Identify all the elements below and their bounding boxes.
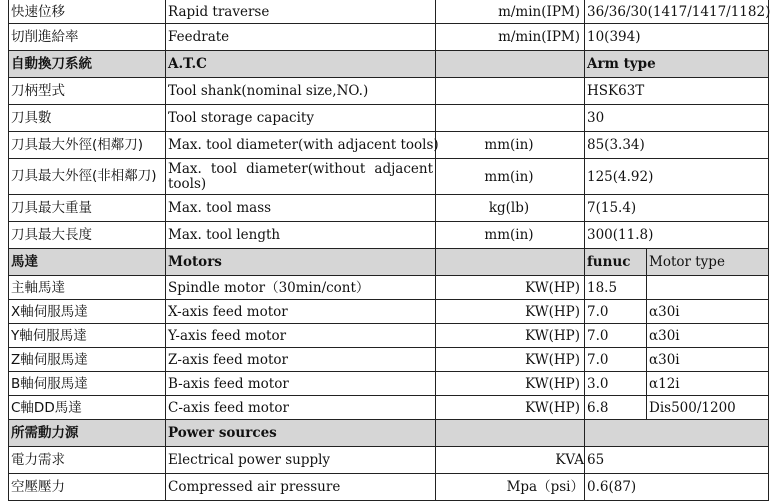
spec-unit: KW(HP) (436, 396, 585, 420)
spec-label-zh: 刀具最大長度 (9, 222, 166, 249)
spec-unit: KW(HP) (436, 348, 585, 372)
spec-value: 3.0 (585, 372, 647, 396)
spec-row-tool-diameter-non-adjacent (9, 159, 769, 195)
spec-table (8, 0, 769, 501)
spec-value: 7.0 (585, 348, 647, 372)
spec-label-en: Max. tool diameter(with adjacent tools) (166, 132, 436, 159)
section-heading-zh: 所需動力源 (9, 420, 166, 447)
spec-label-zh: X軸伺服馬達 (9, 300, 166, 324)
spec-unit: KVA (436, 447, 585, 474)
spec-unit: mm(in) (436, 159, 585, 195)
spec-label-zh: 刀具數 (9, 105, 166, 132)
spec-unit: kg(lb) (436, 195, 585, 222)
spec-row-tool-shank (9, 78, 769, 105)
spec-value: 7.0 (585, 324, 647, 348)
spec-unit (436, 78, 585, 105)
spec-row-tool-diameter-adjacent (9, 132, 769, 159)
spec-label-en: Feedrate (166, 24, 436, 51)
spec-label-en: Electrical power supply (166, 447, 436, 474)
section-heading-en: Motors (166, 249, 436, 276)
section-value: Arm type (585, 51, 769, 78)
spec-unit: m/min(IPM) (436, 24, 585, 51)
spec-label-en: Tool shank(nominal size,NO.) (166, 78, 436, 105)
spec-label-en: Max. tool mass (166, 195, 436, 222)
motor-type (647, 276, 769, 300)
spec-value: 125(4.92) (585, 159, 769, 195)
spec-value: 300(11.8) (585, 222, 769, 249)
spec-unit: KW(HP) (436, 276, 585, 300)
spec-label-zh: 空壓壓力 (9, 474, 166, 501)
motor-type: α30i (647, 300, 769, 324)
motor-type-header: Motor type (647, 249, 769, 276)
spec-row-compressed-air (9, 474, 769, 501)
spec-value: 18.5 (585, 276, 647, 300)
spec-unit: Mpa（psi） (436, 474, 585, 501)
spec-label-en: Max. tool diameter(without adjacent tools) (166, 159, 436, 195)
spec-label-zh: B軸伺服馬達 (9, 372, 166, 396)
spec-label-zh: 刀具最大重量 (9, 195, 166, 222)
spec-label-zh: C軸DD馬達 (9, 396, 166, 420)
spec-label-en: Max. tool length (166, 222, 436, 249)
section-row-power-sources (9, 420, 769, 447)
spec-label-en: Tool storage capacity (166, 105, 436, 132)
spec-value: 65 (585, 447, 769, 474)
spec-row-electrical-power (9, 447, 769, 474)
spec-value: 7(15.4) (585, 195, 769, 222)
spec-unit: KW(HP) (436, 300, 585, 324)
spec-row-z-axis-motor (9, 348, 769, 372)
motor-type: α30i (647, 324, 769, 348)
spec-label-en: C-axis feed motor (166, 396, 436, 420)
section-heading-zh: 馬達 (9, 249, 166, 276)
spec-value: 0.6(87) (585, 474, 769, 501)
section-value (585, 420, 769, 447)
spec-label-en: Y-axis feed motor (166, 324, 436, 348)
spec-label-en: Rapid traverse (166, 0, 436, 24)
spec-value: HSK63T (585, 78, 769, 105)
spec-value: 10(394) (585, 24, 769, 51)
spec-value: 36/36/30(1417/1417/1182) (585, 0, 769, 24)
spec-row-x-axis-motor (9, 300, 769, 324)
spec-label-zh: 切削進給率 (9, 24, 166, 51)
spec-unit: mm(in) (436, 222, 585, 249)
spec-row-y-axis-motor (9, 324, 769, 348)
motor-type: α12i (647, 372, 769, 396)
spec-row-tool-mass (9, 195, 769, 222)
motor-type: α30i (647, 348, 769, 372)
spec-row-tool-capacity (9, 105, 769, 132)
spec-row-b-axis-motor (9, 372, 769, 396)
spec-value: 6.8 (585, 396, 647, 420)
spec-row-rapid-traverse (9, 0, 769, 24)
spec-unit: mm(in) (436, 132, 585, 159)
spec-label-zh: 電力需求 (9, 447, 166, 474)
spec-label-zh: 快速位移 (9, 0, 166, 24)
section-row-motors (9, 249, 769, 276)
spec-row-tool-length (9, 222, 769, 249)
spec-value: 7.0 (585, 300, 647, 324)
spec-label-zh: Y軸伺服馬達 (9, 324, 166, 348)
spec-label-en: X-axis feed motor (166, 300, 436, 324)
spec-label-zh: 主軸馬達 (9, 276, 166, 300)
spec-label-zh: 刀柄型式 (9, 78, 166, 105)
spec-unit (436, 420, 585, 447)
spec-label-zh: Z軸伺服馬達 (9, 348, 166, 372)
spec-row-feedrate (9, 24, 769, 51)
section-heading-en: A.T.C (166, 51, 436, 78)
spec-label-zh: 刀具最大外徑(相鄰刀) (9, 132, 166, 159)
spec-unit (436, 51, 585, 78)
spec-label-en: B-axis feed motor (166, 372, 436, 396)
spec-label-zh: 刀具最大外徑(非相鄰刀) (9, 159, 166, 195)
section-row-atc (9, 51, 769, 78)
spec-unit: KW(HP) (436, 324, 585, 348)
spec-label-en: Spindle motor（30min/cont） (166, 276, 436, 300)
spec-label-en: Z-axis feed motor (166, 348, 436, 372)
motor-type: Dis500/1200 (647, 396, 769, 420)
spec-unit: m/min(IPM) (436, 0, 585, 24)
section-heading-en: Power sources (166, 420, 436, 447)
section-value: funuc (585, 249, 647, 276)
spec-label-en: Compressed air pressure (166, 474, 436, 501)
spec-value: 30 (585, 105, 769, 132)
spec-unit (436, 249, 585, 276)
section-heading-zh: 自動換刀系統 (9, 51, 166, 78)
spec-unit (436, 105, 585, 132)
spec-row-spindle-motor (9, 276, 769, 300)
spec-unit: KW(HP) (436, 372, 585, 396)
spec-row-c-axis-motor (9, 396, 769, 420)
spec-value: 85(3.34) (585, 132, 769, 159)
